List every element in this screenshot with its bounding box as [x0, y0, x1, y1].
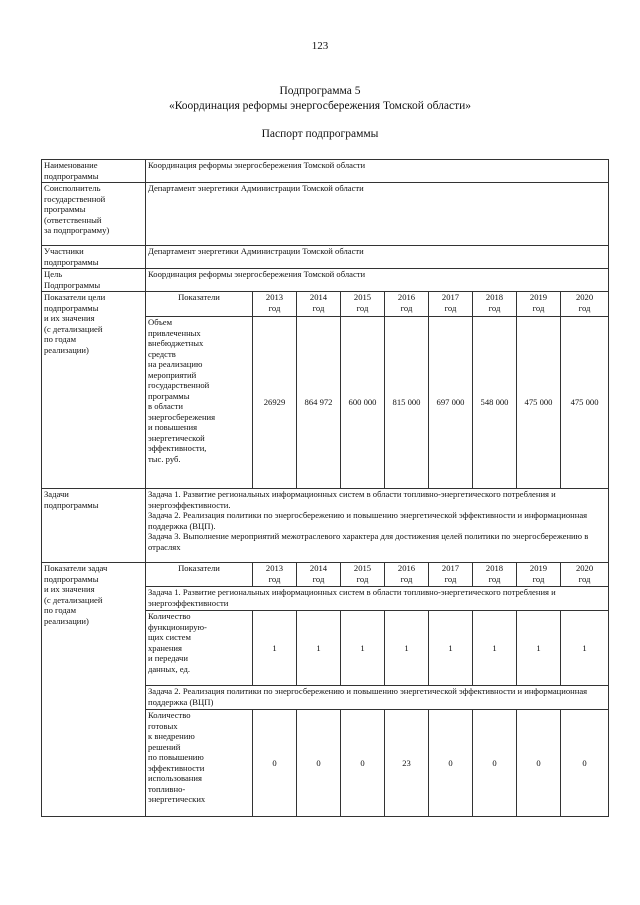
indicator-value: 475 000 [561, 317, 609, 489]
goal-indicators-header-row [42, 292, 609, 317]
indicators-header: Показатели [146, 292, 253, 317]
year-header: 2020 год [561, 563, 609, 587]
indicator-value: 0 [517, 710, 561, 817]
row-label: Наименование подпрограммы [42, 160, 146, 183]
indicator-value: 0 [429, 710, 473, 817]
year-header: 2018 год [473, 292, 517, 317]
subprogram-number: Подпрограмма 5 [279, 85, 361, 97]
row-goal [42, 269, 609, 292]
task-heading: Задача 2. Реализация политики по энергосбережению и повышению энергетической эффективности и информационная поддержка (ВЦП) [146, 686, 609, 710]
indicator-value: 23 [385, 710, 429, 817]
indicator-value: 1 [429, 611, 473, 686]
indicator-name: Количество готовых к внедрению решений по повышению эффективности использования топливно- энергетических [146, 710, 253, 817]
indicator-value: 475 000 [517, 317, 561, 489]
indicator-value: 1 [385, 611, 429, 686]
task-heading: Задача 1. Развитие региональных информационных систем в области топливно-энергетического потребления и энергоэффективности [146, 587, 609, 611]
indicator-value: 0 [473, 710, 517, 817]
year-header: 2014 год [297, 292, 341, 317]
row-participants [42, 246, 609, 269]
task-indicators-header-row [42, 563, 609, 587]
indicator-name: Объем привлеченных внебюджетных средств на реализацию мероприятий государственной программы в области энергосбережения и повышения энергетической эффективности, тыс. руб. [146, 317, 253, 489]
row-label: Показатели цели подпрограммы и их значения (с детализацией по годам реализации) [42, 292, 146, 489]
indicator-value: 0 [297, 710, 341, 817]
row-label: Цель Подпрограммы [42, 269, 146, 292]
year-header: 2020 год [561, 292, 609, 317]
row-label: Участники подпрограммы [42, 246, 146, 269]
indicator-value: 1 [561, 611, 609, 686]
row-coexecutor [42, 183, 609, 246]
indicator-value: 1 [253, 611, 297, 686]
indicator-value: 548 000 [473, 317, 517, 489]
passport-table [41, 159, 609, 817]
year-header: 2019 год [517, 292, 561, 317]
indicator-value: 815 000 [385, 317, 429, 489]
tasks-list [146, 489, 609, 563]
row-label: Показатели задач подпрограммы и их значения (с детализацией по годам реализации) [42, 563, 146, 817]
row-value: Департамент энергетики Администрации Томской области [146, 246, 609, 269]
year-header: 2013 год [253, 563, 297, 587]
task-2: Задача 2. Реализация политики по энергосбережению и повышению энергетической эффективности и информационная поддержка (ВЦП). [148, 510, 588, 531]
indicator-value: 697 000 [429, 317, 473, 489]
indicator-value: 1 [517, 611, 561, 686]
subprogram-title: «Координация реформы энергосбережения Томской области» [168, 100, 472, 112]
indicator-name: Количество функционирую- щих систем хранения и передачи данных, ед. [146, 611, 253, 686]
indicator-value: 0 [341, 710, 385, 817]
indicator-value: 1 [341, 611, 385, 686]
indicator-value: 26929 [253, 317, 297, 489]
task-1: Задача 1. Развитие региональных информационных систем в области топливно-энергетического потребления и энергоэффективности. [148, 489, 556, 510]
row-label: Задачи подпрограммы [42, 489, 146, 563]
year-header: 2013 год [253, 292, 297, 317]
row-tasks [42, 489, 609, 563]
indicator-value: 600 000 [341, 317, 385, 489]
year-header: 2014 год [297, 563, 341, 587]
year-header: 2019 год [517, 563, 561, 587]
indicator-value: 1 [473, 611, 517, 686]
indicator-value: 1 [297, 611, 341, 686]
year-header: 2017 год [429, 292, 473, 317]
year-header: 2018 год [473, 563, 517, 587]
row-value: Координация реформы энергосбережения Томской области [146, 160, 609, 183]
indicator-value: 0 [253, 710, 297, 817]
task-3: Задача 3. Выполнение мероприятий межотраслевого характера для достижения целей политики по энергосбережению в отраслях [148, 531, 589, 552]
year-header: 2017 год [429, 563, 473, 587]
indicators-header: Показатели [146, 563, 253, 587]
row-name [42, 160, 609, 183]
year-header: 2015 год [341, 563, 385, 587]
year-header: 2015 год [341, 292, 385, 317]
year-header: 2016 год [385, 292, 429, 317]
row-value: Координация реформы энергосбережения Томской области [146, 269, 609, 292]
row-label: Соисполнитель государственной программы (ответственный за подпрограмму) [42, 183, 146, 246]
indicator-value: 864 972 [297, 317, 341, 489]
indicator-value: 0 [561, 710, 609, 817]
passport-title: Паспорт подпрограммы [261, 128, 379, 140]
row-value: Департамент энергетики Администрации Томской области [146, 183, 609, 246]
year-header: 2016 год [385, 563, 429, 587]
page-number: 123 [311, 40, 329, 52]
